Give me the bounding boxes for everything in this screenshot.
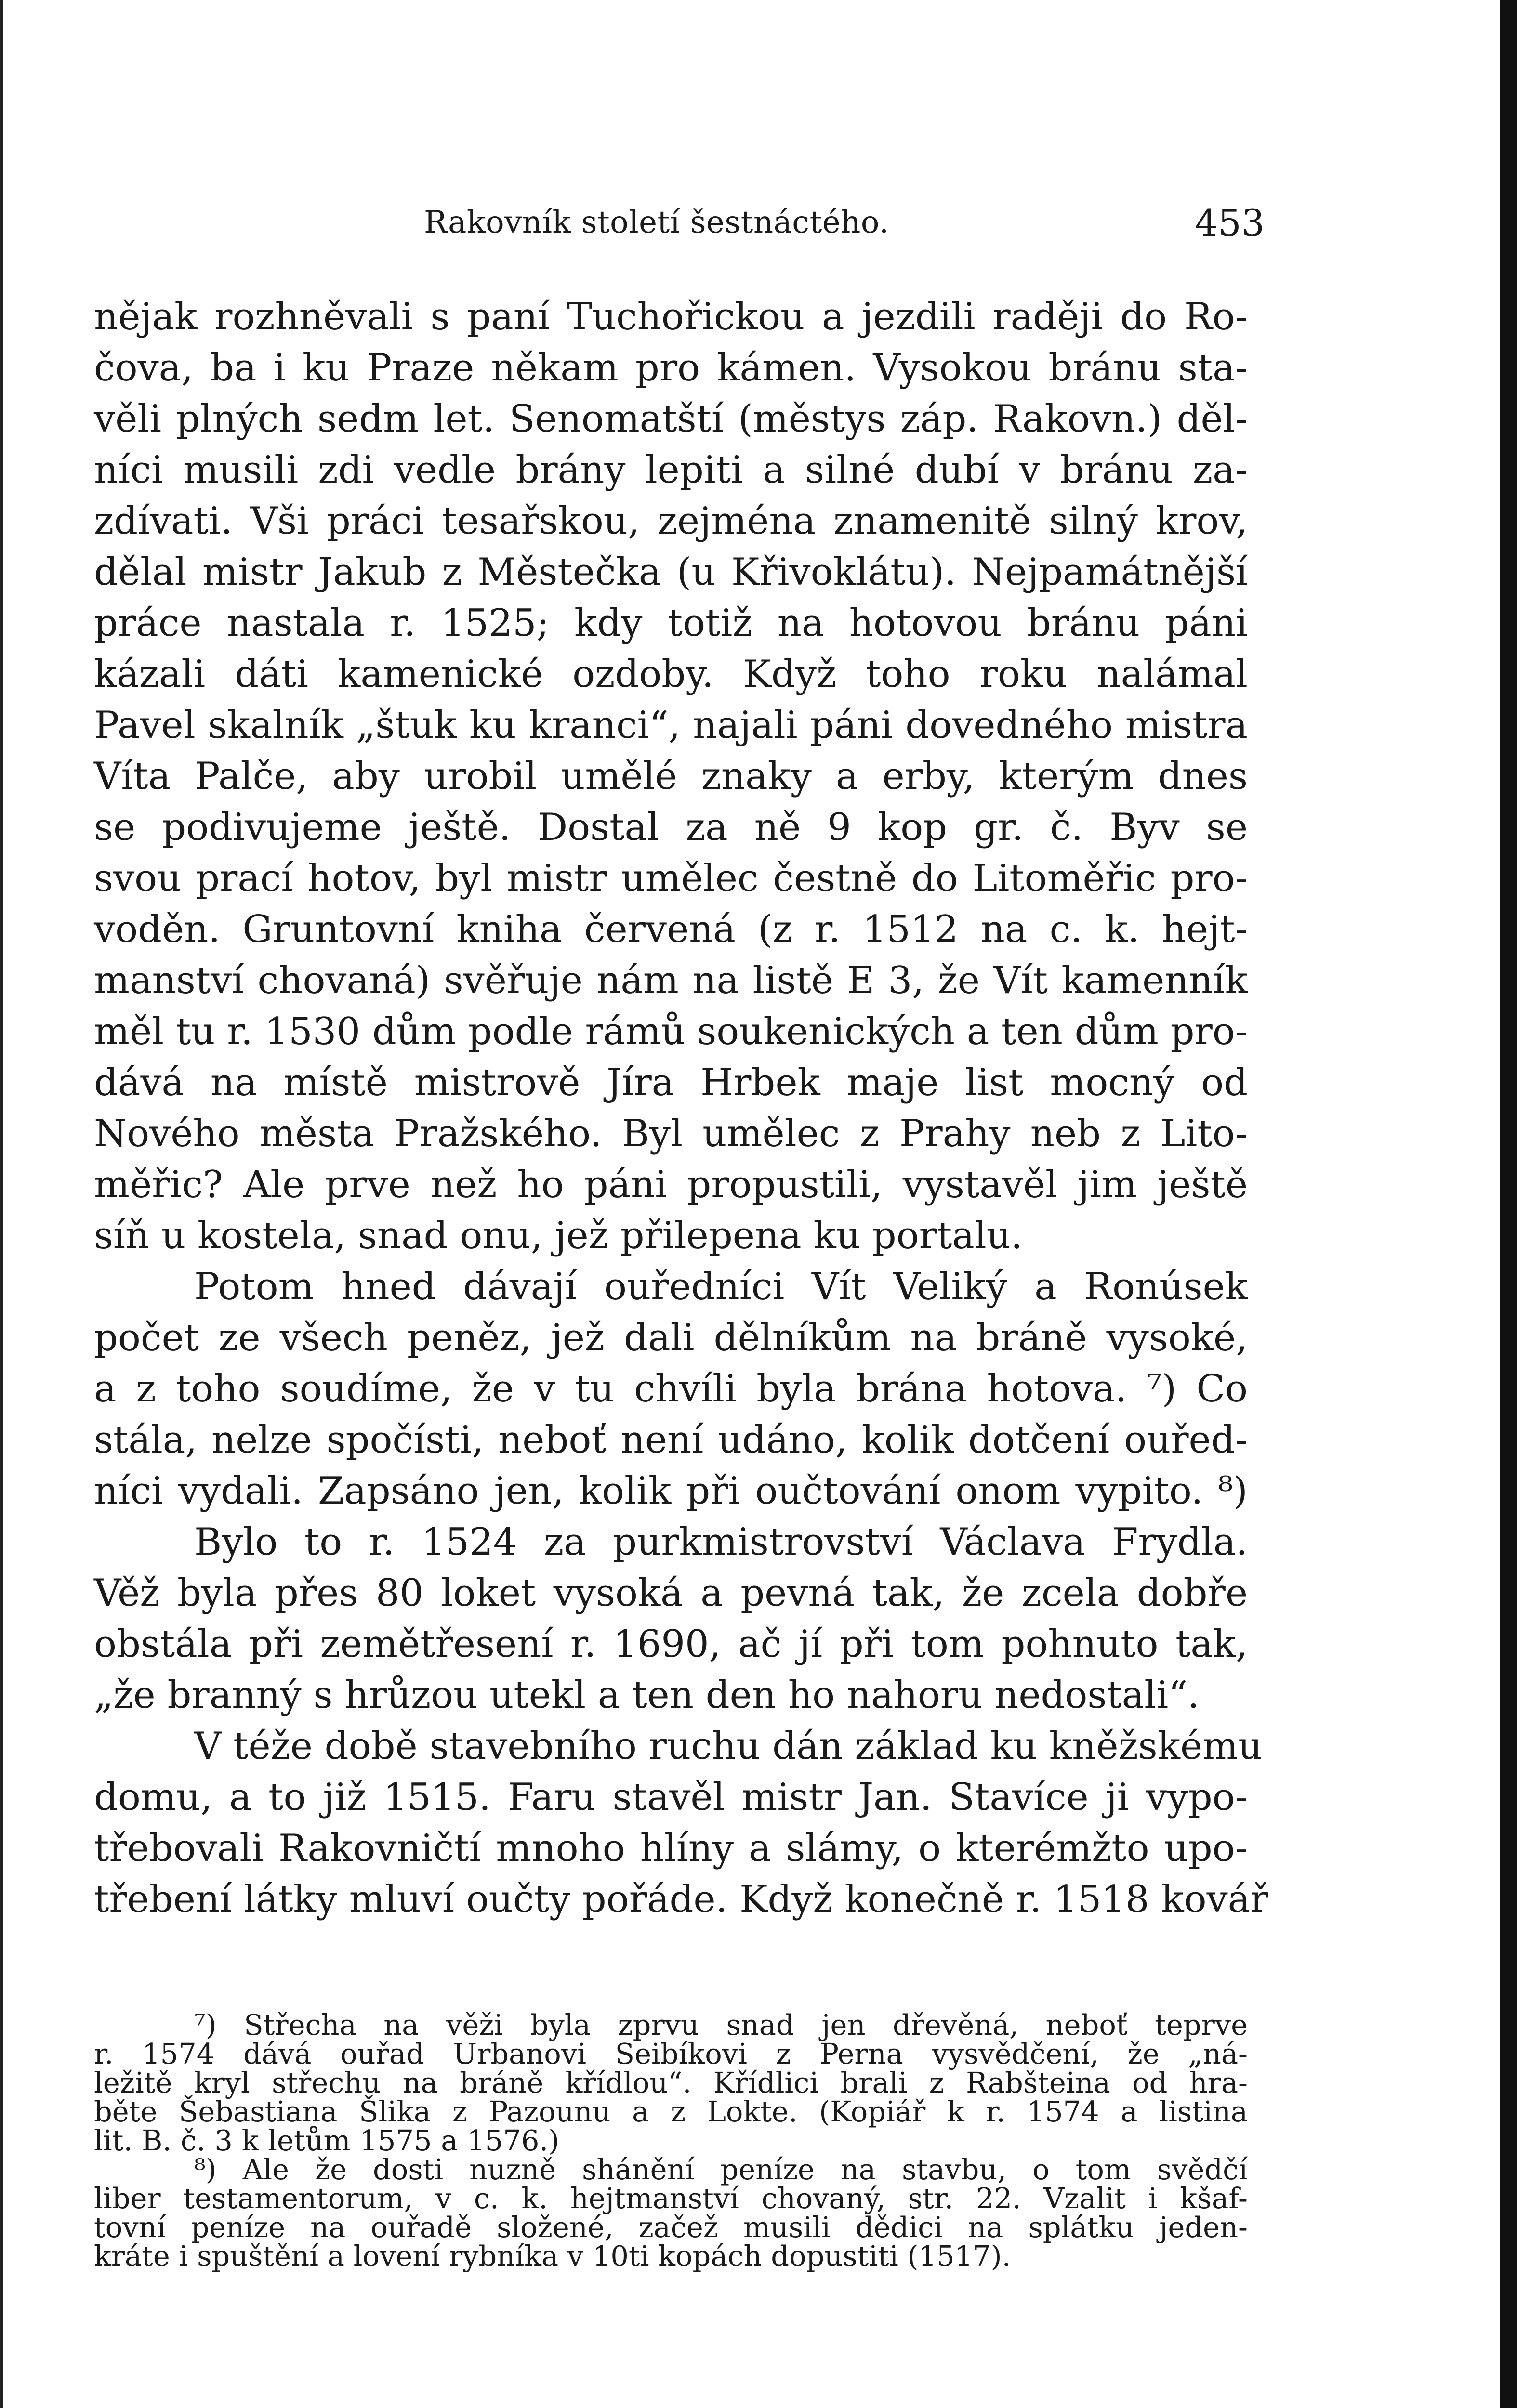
text-line: věli plných sedm let. Senomatští (městys záp. Rakovn.) děl- [94, 397, 1248, 441]
footnote-line: r. 1574 dává ouřad Urbanovi Seibíkovi z Perna vysvědčení, že „ná- [94, 2037, 1248, 2070]
text-line: „že branný s hrůzou utekl a ten den ho nahoru nedostali“. [94, 1674, 1200, 1717]
text-line: třebovali Rakovničtí mnoho hlíny a slámy, o kterémžto upo- [94, 1827, 1248, 1870]
text-line: dělal mistr Jakub z Městečka (u Křivoklátu). Nejpamátnější [94, 550, 1248, 594]
text-line: nějak rozhněvali s paní Tuchořickou a jezdili raději do Ro- [94, 295, 1248, 339]
text-line: čova, ba i ku Praze někam pro kámen. Vysokou bránu sta- [94, 346, 1248, 390]
text-line: obstála při zemětřesení r. 1690, ač jí při tom pohnuto tak, [94, 1623, 1248, 1666]
text-line: Bylo to r. 1524 za purkmistrovství Václava Frydla. [194, 1520, 1248, 1564]
footnotes [94, 2008, 1248, 2273]
text-line: dává na místě mistrově Jíra Hrbek maje list mocný od [94, 1061, 1248, 1104]
running-title: Rakovník století šestnáctého. [424, 205, 889, 240]
text-line: práce nastala r. 1525; kdy totiž na hotovou bránu páni [94, 602, 1248, 645]
footnote-line: ⁷) Střecha na věži byla zprvu snad jen dřevěná, neboť teprve [194, 2008, 1248, 2042]
footnote-line: ⁸) Ale že dosti nuzně shánění peníze na stavbu, o tom svědčí [194, 2153, 1248, 2186]
text-line: V téže době stavebního ruchu dán základ ku kněžskému [194, 1725, 1263, 1768]
footnote-line: kráte i spuštění a lovení rybníka v 10ti kopách dopustiti (1517). [94, 2239, 1011, 2273]
footnote-line: lit. B. č. 3 k letům 1575 a 1576.) [94, 2124, 560, 2157]
text-line: třebení látky mluví oučty pořáde. Když konečně r. 1518 kovář [94, 1878, 1268, 1921]
text-line: Věž byla přes 80 loket vysoká a pevná tak, že zcela dobře [94, 1571, 1248, 1615]
text-line: Pavel skalník „štuk ku kranci“, najali páni dovedného mistra [94, 704, 1248, 747]
text-line: manství chovaná) svěřuje nám na listě E 3, že Vít kamenník [94, 959, 1248, 1002]
text-line: níci musili zdi vedle brány lepiti a silné dubí v bránu za- [94, 448, 1248, 492]
text-line: měřic? Ale prve než ho páni propustili, vystavěl jim ještě [94, 1163, 1248, 1206]
text-line: voděn. Gruntovní kniha červená (z r. 1512 na c. k. hejt- [94, 908, 1248, 951]
body-text [94, 291, 1268, 1925]
text-line: zdívati. Vši práci tesařskou, zejména znamenitě silný krov, [94, 499, 1248, 543]
text-line: Nového města Pražského. Byl umělec z Prahy neb z Lito- [94, 1112, 1248, 1155]
footnote-line: běte Šebastiana Šlika z Pazounu a z Lokte. (Kopiář k r. 1574 a listina [94, 2095, 1248, 2128]
text-line: kázali dáti kamenické ozdoby. Když toho roku nalámal [94, 653, 1248, 696]
text-line: se podivujeme ještě. Dostal za ně 9 kop gr. č. Byv se [94, 806, 1248, 849]
page-number: 453 [1195, 201, 1265, 244]
text-line: domu, a to již 1515. Faru stavěl mistr Jan. Stavíce ji vypo- [94, 1776, 1248, 1819]
scan-edge-right [1500, 0, 1517, 2408]
text-line: svou prací hotov, byl mistr umělec čestně do Litoměřic pro- [94, 857, 1248, 900]
text-line: stála, nelze spočísti, neboť není udáno, kolik dotčení ouřed- [94, 1418, 1248, 1462]
footnote-line: ležitě kryl střechu na bráně křídlou“. Křídlici brali z Rabšteina od hra- [94, 2066, 1248, 2099]
scan-edge-left [0, 0, 3, 2408]
text-line: níci vydali. Zapsáno jen, kolik při oučtování onom vypito. ⁸) [94, 1469, 1248, 1513]
text-line: síň u kostela, snad onu, jež přilepena ku portalu. [94, 1214, 1023, 1257]
footnote-line: liber testamentorum, v c. k. hejtmanství chovaný, str. 22. Vzalit i kšaf- [94, 2182, 1248, 2215]
text-line: Potom hned dávají ouředníci Vít Veliký a Ronúsek [194, 1265, 1248, 1309]
text-line: počet ze všech peněz, jež dali dělníkům na bráně vysoké, [94, 1316, 1248, 1360]
footnote-line: tovní peníze na ouřadě složené, začež musili dědici na splátku jeden- [94, 2211, 1248, 2244]
text-line: a z toho soudíme, že v tu chvíli byla brána hotova. ⁷) Co [94, 1367, 1248, 1411]
text-line: měl tu r. 1530 dům podle rámů soukenických a ten dům pro- [94, 1010, 1248, 1053]
text-line: Víta Palče, aby urobil umělé znaky a erby, kterým dnes [94, 755, 1248, 798]
